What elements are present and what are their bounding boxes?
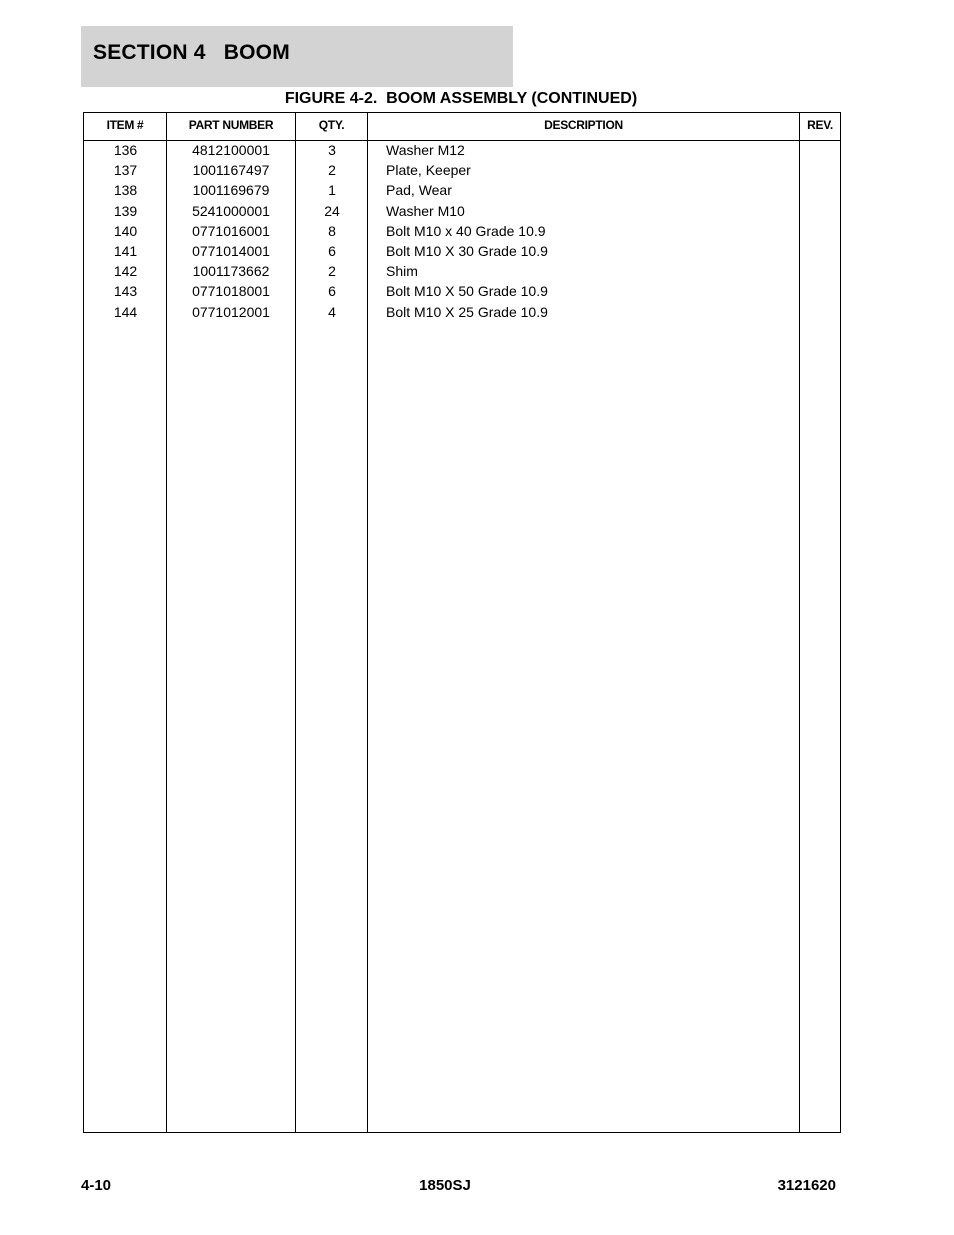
item-cell: 136 — [113, 142, 138, 158]
item-cell: 142 — [113, 263, 138, 280]
part-number-cell: 0771018001 — [192, 283, 270, 300]
qty-cell: 3 — [328, 142, 336, 158]
part-number-cell: 0771012001 — [192, 303, 270, 320]
column-header-part-number: PART NUMBER — [188, 118, 274, 132]
column-header-qty: QTY. — [318, 118, 345, 132]
item-cell: 137 — [113, 162, 138, 179]
part-number-cell: 0771016001 — [192, 222, 270, 239]
qty-cell: 8 — [328, 222, 336, 239]
part-number-cell: 1001169679 — [192, 182, 270, 199]
model-number: 1850SJ — [419, 1177, 471, 1194]
table-row — [84, 261, 840, 281]
parts-table — [83, 112, 841, 1133]
table-row — [84, 241, 840, 261]
description-cell: Plate, Keeper — [386, 162, 471, 179]
column-header-item: ITEM # — [106, 118, 144, 132]
column-header-description: DESCRIPTION — [544, 118, 623, 132]
part-number-cell: 4812100001 — [192, 142, 270, 158]
item-cell: 140 — [113, 222, 138, 239]
section-header — [81, 26, 513, 87]
qty-cell: 6 — [328, 283, 336, 300]
description-cell: Washer M10 — [386, 202, 465, 219]
qty-cell: 1 — [328, 182, 336, 199]
item-cell: 141 — [113, 242, 138, 259]
table-body — [84, 140, 840, 322]
description-cell: Pad, Wear — [386, 182, 452, 199]
part-number-cell: 1001167497 — [192, 162, 270, 179]
part-number-cell: 0771014001 — [192, 242, 270, 259]
table-row — [84, 180, 840, 200]
table-row — [84, 221, 840, 241]
qty-cell: 6 — [328, 242, 336, 259]
qty-cell: 4 — [328, 303, 336, 320]
item-cell: 139 — [113, 202, 138, 219]
description-cell: Bolt M10 X 30 Grade 10.9 — [386, 242, 548, 259]
table-row — [84, 160, 840, 180]
part-number-cell: 5241000001 — [192, 202, 270, 219]
table-row — [84, 302, 840, 322]
qty-cell: 24 — [324, 202, 340, 219]
document-number: 3121620 — [777, 1177, 836, 1194]
column-header-rev: REV. — [807, 118, 833, 132]
description-cell: Bolt M10 x 40 Grade 10.9 — [386, 222, 546, 239]
table-row — [84, 281, 840, 301]
table-row — [84, 201, 840, 221]
page-number: 4-10 — [81, 1177, 112, 1194]
item-cell: 138 — [113, 182, 138, 199]
description-cell: Shim — [386, 263, 418, 280]
qty-cell: 2 — [328, 263, 336, 280]
figure-title: FIGURE 4-2. BOOM ASSEMBLY (CONTINUED) — [284, 90, 638, 107]
section-title: SECTION 4 BOOM — [93, 41, 290, 64]
qty-cell: 2 — [328, 162, 336, 179]
item-cell: 143 — [113, 283, 138, 300]
part-number-cell: 1001173662 — [192, 263, 270, 280]
description-cell: Bolt M10 X 50 Grade 10.9 — [386, 283, 548, 300]
description-cell: Washer M12 — [386, 142, 465, 158]
table-row — [84, 140, 840, 160]
description-cell: Bolt M10 X 25 Grade 10.9 — [386, 303, 548, 320]
item-cell: 144 — [113, 303, 138, 320]
